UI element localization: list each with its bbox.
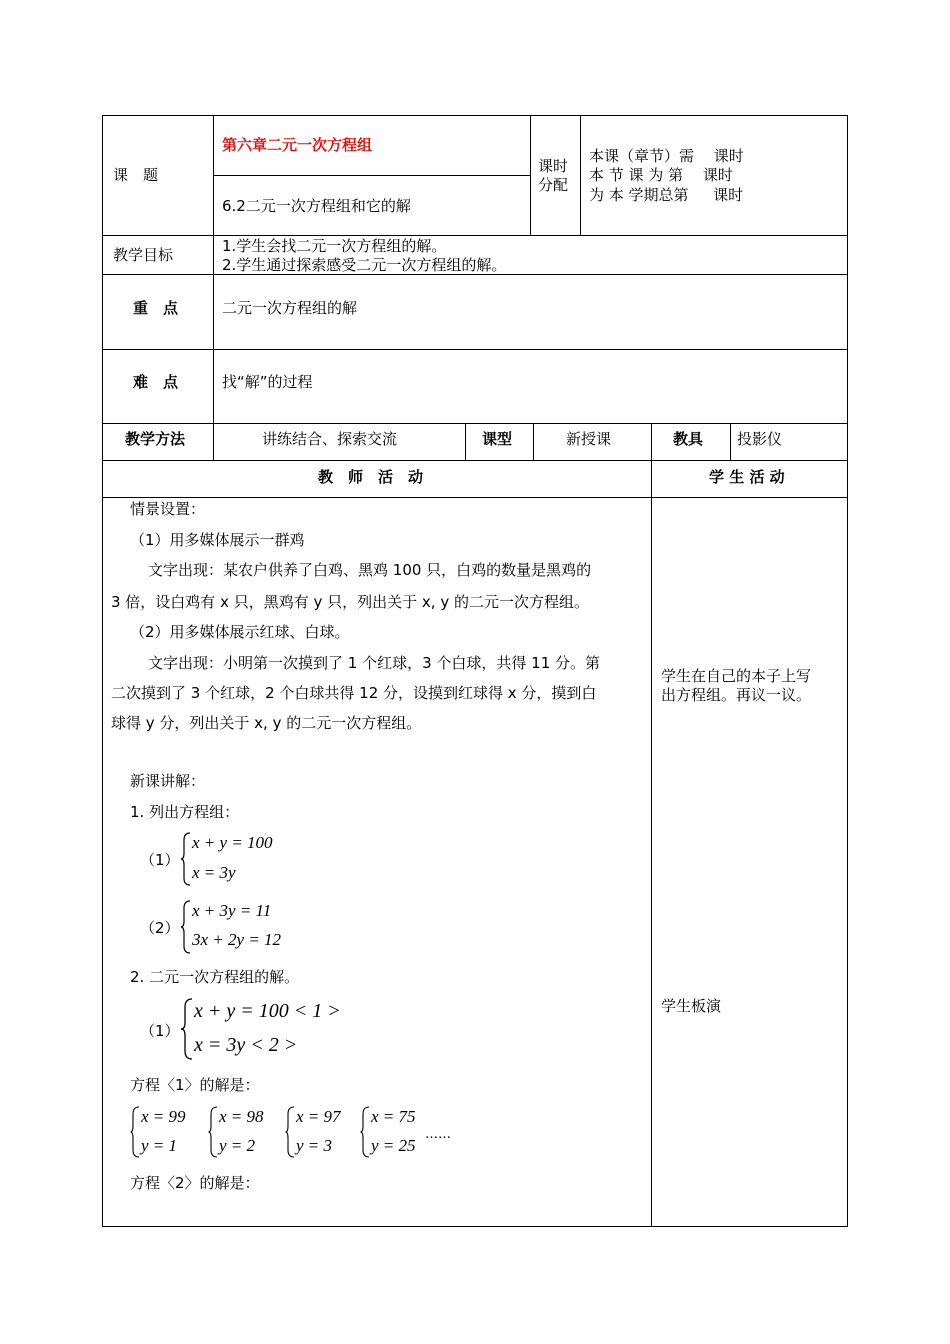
system-2-brace [180, 900, 192, 954]
tool-label: 教具 [673, 430, 704, 448]
section-title: 6.2二元一次方程组和它的解 [222, 197, 411, 215]
solution-2-label: 方程〈2〉的解是： [130, 1174, 260, 1192]
system-1-eq1: x + y = 100 [192, 833, 273, 852]
solutions-list [130, 1104, 470, 1160]
solution-brace [285, 1106, 295, 1158]
hours-label-line2: 分配 [538, 176, 569, 194]
key-point-value: 二元一次方程组的解 [222, 299, 358, 317]
solution-brace [130, 1106, 140, 1158]
system-3-tag: （1） [140, 1022, 180, 1040]
system-3-eq2: x = 3y < 2 > [194, 1034, 298, 1056]
scene-item-2: （2）用多媒体展示红球、白球。 [130, 623, 350, 641]
key-point-label: 重 点 [133, 299, 179, 317]
difficulty-label: 难 点 [133, 373, 179, 391]
solution-y: y = 1 [141, 1136, 178, 1155]
new-lesson-title: 新课讲解： [130, 772, 206, 790]
solution-1-label: 方程〈1〉的解是： [130, 1076, 260, 1094]
student-activity-2: 学生板演 [661, 997, 722, 1015]
solution-x: x = 98 [219, 1107, 264, 1126]
teacher-activity-header: 教 师 活 动 [318, 468, 424, 486]
scene-para2-line2: 二次摸到了 3 个红球，2 个白球共得 12 分，设摸到红球得 x 分，摸到白 [111, 684, 597, 702]
scene-para2-line1: 文字出现：小明第一次摸到了 1 个红球，3 个白球，共得 11 分。第 [148, 654, 601, 672]
system-2-eq2: 3x + 2y = 12 [192, 930, 282, 949]
system-2-tag: （2） [140, 919, 180, 937]
method-value: 讲练结合、探索交流 [262, 430, 398, 448]
difficulty-value: 找“解”的过程 [222, 373, 313, 391]
solution-y: y = 25 [371, 1136, 416, 1155]
solution-x: x = 99 [141, 1107, 186, 1126]
system-1-brace [180, 832, 192, 886]
system-1-eq2: x = 3y [192, 863, 236, 882]
solution-y: y = 3 [296, 1136, 333, 1155]
step-2: 2. 二元一次方程组的解。 [130, 968, 300, 986]
scene-para2-line3: 球得 y 分，列出关于 x, y 的二元一次方程组。 [111, 714, 422, 732]
scene-para1-line2: 3 倍，设白鸡有 x 只，黑鸡有 y 只，列出关于 x, y 的二元一次方程组。 [111, 593, 589, 611]
scene-item-1: （1）用多媒体展示一群鸡 [130, 531, 305, 549]
system-3-brace [180, 998, 194, 1060]
topic-label: 课 题 [113, 166, 159, 184]
tool-value: 投影仪 [737, 430, 783, 448]
hours-line-1: 本课（章节）需 课时 [589, 147, 744, 165]
hours-line-3: 为 本 学期总第 课时 [589, 186, 744, 204]
objective-1: 1.学生会找二元一次方程组的解。 [222, 237, 447, 255]
method-label: 教学方法 [125, 430, 186, 448]
lesson-type-label: 课型 [482, 430, 513, 448]
solution-x: x = 75 [371, 1107, 416, 1126]
system-3-eq1: x + y = 100 < 1 > [194, 1000, 341, 1022]
lesson-type-value: 新授课 [566, 430, 612, 448]
solutions-ellipsis: …… [425, 1127, 451, 1142]
scene-para1-line1: 文字出现：某农户供养了白鸡、黑鸡 100 只，白鸡的数量是黑鸡的 [148, 561, 592, 579]
solution-y: y = 2 [219, 1136, 256, 1155]
student-activity-1-line2: 出方程组。再议一议。 [661, 686, 812, 704]
system-2-eq1: x + 3y = 11 [192, 901, 272, 920]
step-1: 1. 列出方程组： [130, 803, 240, 821]
chapter-title: 第六章二元一次方程组 [222, 136, 373, 154]
hours-label-line1: 课时 [538, 157, 569, 175]
student-activity-header: 学 生 活 动 [709, 468, 785, 486]
solution-brace [360, 1106, 370, 1158]
objective-2: 2.学生通过探索感受二元一次方程组的解。 [222, 256, 507, 274]
scene-title: 情景设置： [130, 500, 206, 518]
system-1-tag: （1） [140, 851, 180, 869]
student-activity-1-line1: 学生在自己的本子上写 [661, 667, 812, 685]
solution-x: x = 97 [296, 1107, 341, 1126]
objectives-label: 教学目标 [113, 246, 174, 264]
solution-brace [208, 1106, 218, 1158]
hours-line-2: 本 节 课 为 第 课时 [589, 166, 733, 184]
